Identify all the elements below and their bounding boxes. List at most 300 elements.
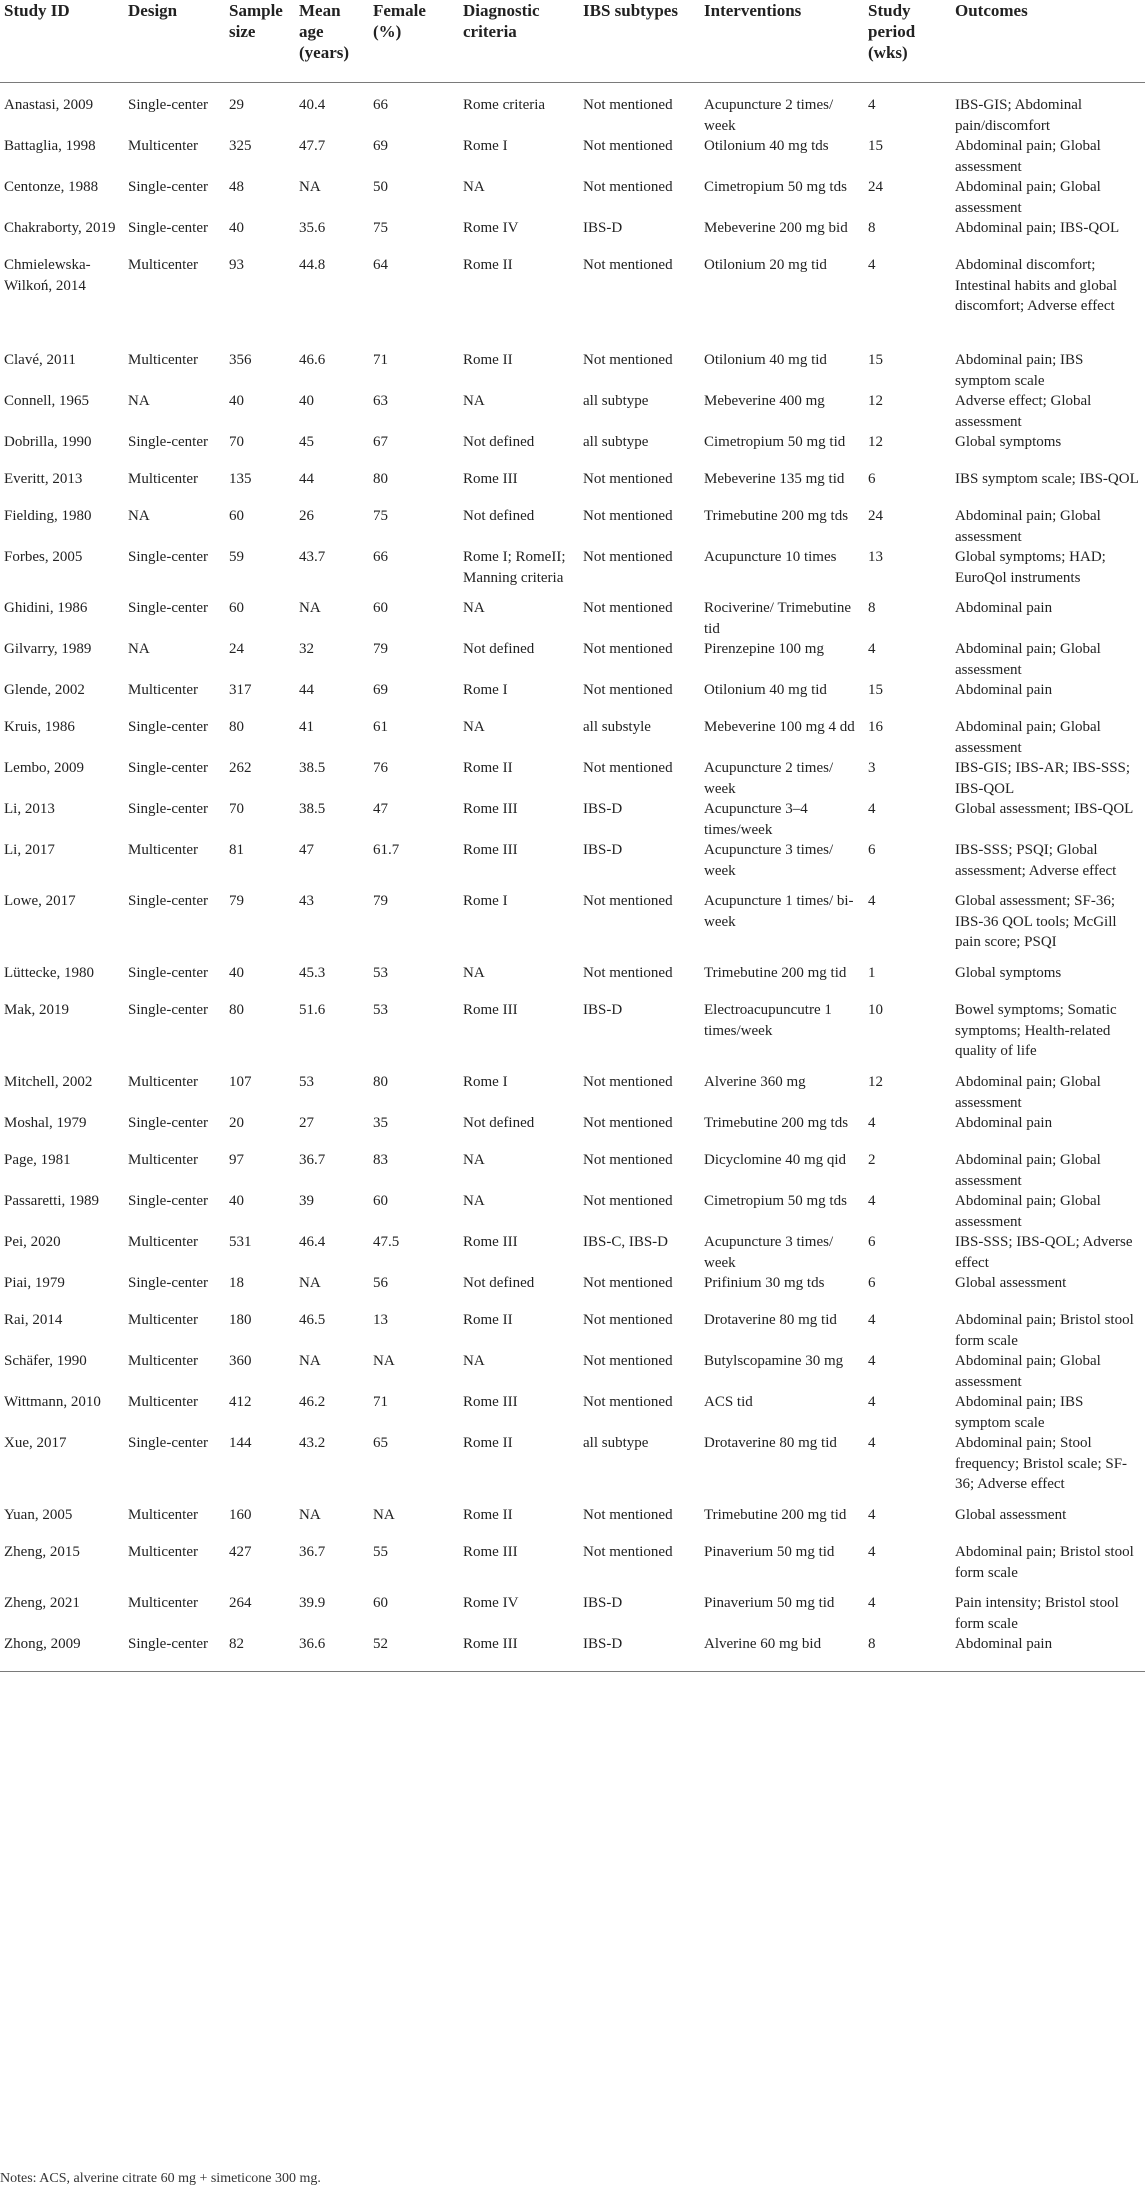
column-header: Female (%) (369, 0, 459, 83)
table-cell: 8 (868, 220, 876, 236)
table-row (0, 218, 1145, 255)
table-cell: 427 (229, 1544, 252, 1560)
table-cell: 80 (373, 1074, 388, 1090)
column-header: Study period (wks) (864, 0, 951, 83)
table-cell: all subtype (583, 434, 649, 450)
table-cell: Abdominal pain; IBS symptom scale (955, 1394, 1084, 1431)
table-cell: Single-center (128, 1275, 208, 1291)
table-row (0, 1505, 1145, 1542)
table-cell: Multicenter (128, 842, 198, 858)
table-cell: IBS-D (583, 1002, 623, 1018)
table-cell: Otilonium 40 mg tid (704, 352, 827, 368)
table-cell: Abdominal pain; Global assessment (955, 1193, 1101, 1230)
table-row (0, 758, 1145, 799)
table-cell: 53 (299, 1074, 314, 1090)
table-cell: IBS-D (583, 1595, 623, 1611)
table-cell: Not defined (463, 641, 535, 657)
table-cell: 64 (373, 257, 388, 273)
table-cell: Rome III (463, 801, 518, 817)
table-cell: Adverse effect; Global assessment (955, 393, 1092, 430)
table-cell: Page, 1981 (4, 1152, 71, 1168)
table-cell: 13 (373, 1312, 388, 1328)
table-cell: NA (463, 600, 485, 616)
table-cell: Prifinium 30 mg tds (704, 1275, 825, 1291)
table-cell: 35 (373, 1115, 388, 1131)
table-cell: Rome III (463, 1234, 518, 1250)
table-cell: Rome III (463, 471, 518, 487)
table-cell: 61 (373, 719, 388, 735)
table-cell: Not mentioned (583, 682, 673, 698)
table-cell: 24 (868, 508, 883, 524)
table-cell: Butylscopamine 30 mg (704, 1353, 844, 1369)
table-notes: Notes: ACS, alverine citrate 60 mg + simeticone 300 mg. (0, 2171, 321, 2186)
table-cell: 51.6 (299, 1002, 326, 1018)
table-cell: Li, 2013 (4, 801, 55, 817)
table-row (0, 1150, 1145, 1191)
table-cell: Mebeverine 400 mg (704, 393, 825, 409)
table-cell: Trimebutine 200 mg tds (704, 508, 849, 524)
table-cell: Acupuncture 2 times/ week (704, 97, 834, 134)
table-cell: Trimebutine 200 mg tid (704, 1507, 847, 1523)
table-cell: 80 (373, 471, 388, 487)
table-row (0, 1000, 1145, 1072)
table-cell: Rome III (459, 1634, 579, 1671)
table-cell: Abdominal pain; Global assessment (955, 719, 1101, 756)
table-cell: 79 (373, 641, 388, 657)
table-cell: Pei, 2020 (4, 1234, 61, 1250)
table-cell: Rome I; RomeII; Manning criteria (463, 549, 566, 586)
table-cell: 18 (229, 1275, 244, 1291)
table-cell: 1 (868, 965, 876, 981)
table-cell: 12 (868, 1074, 883, 1090)
table-cell: 45 (299, 434, 314, 450)
table-cell: Multicenter (128, 1152, 198, 1168)
table-row (0, 136, 1145, 177)
table-cell: 43.2 (299, 1435, 326, 1451)
table-cell: 40 (229, 220, 244, 236)
table-cell: Rome II (463, 1507, 513, 1523)
table-cell: 50 (373, 179, 388, 195)
table-cell: Single-center (128, 600, 208, 616)
table-cell: 4 (868, 257, 876, 273)
table-cell: Multicenter (128, 1544, 198, 1560)
table-cell: Pain intensity; Bristol stool form scale (955, 1595, 1119, 1632)
table-cell: Not mentioned (583, 352, 673, 368)
table-cell: Rome I (463, 1074, 508, 1090)
table-cell: Yuan, 2005 (4, 1507, 73, 1523)
table-cell: 79 (373, 893, 388, 909)
table-cell: 63 (373, 393, 388, 409)
table-cell: Rome III (463, 842, 518, 858)
table-cell: Not mentioned (583, 1394, 673, 1410)
table-cell: Not defined (463, 1115, 535, 1131)
table-cell: Single-center (128, 220, 208, 236)
table-cell: Centonze, 1988 (4, 179, 99, 195)
table-cell: 66 (373, 549, 388, 565)
table-cell: Single-center (128, 965, 208, 981)
table-row (0, 963, 1145, 1000)
table-cell: Acupuncture 10 times (704, 549, 837, 565)
table-cell: 59 (229, 549, 244, 565)
table-cell: Abdominal pain; Global assessment (955, 179, 1101, 216)
table-cell: Abdominal pain; IBS symptom scale (955, 352, 1084, 389)
table-cell: Bowel symptoms; Somatic symptoms; Health-related quality of life (955, 1002, 1117, 1059)
table-cell: Not mentioned (583, 179, 673, 195)
table-cell: Zheng, 2015 (4, 1544, 80, 1560)
table-cell: Cimetropium 50 mg tds (704, 179, 847, 195)
table-cell: Abdominal pain; Global assessment (955, 508, 1101, 545)
table-cell: 70 (229, 801, 244, 817)
table-cell: Cimetropium 50 mg tid (704, 434, 846, 450)
table-cell: 79 (229, 893, 244, 909)
table-cell: Multicenter (128, 1507, 198, 1523)
table-cell: 46.4 (299, 1234, 326, 1250)
table-cell: Zheng, 2021 (4, 1595, 80, 1611)
table-cell: Global symptoms; HAD; EuroQol instruments (955, 549, 1106, 586)
table-cell: Piai, 1979 (4, 1275, 65, 1291)
table-cell: 76 (373, 760, 388, 776)
table-cell: Rome IV (463, 220, 519, 236)
table-cell: Abdominal pain; Bristol stool form scale (955, 1544, 1134, 1581)
table-cell: 82 (225, 1634, 295, 1671)
table-row (0, 799, 1145, 840)
table-cell: Single-center (124, 1634, 225, 1671)
table-cell: Multicenter (128, 257, 198, 273)
table-cell: Single-center (128, 1115, 208, 1131)
table-cell: Not defined (463, 508, 535, 524)
table-cell: Global symptoms (955, 434, 1062, 450)
table-cell: 412 (229, 1394, 252, 1410)
table-cell: all subtype (583, 1435, 649, 1451)
table-cell: 4 (868, 1115, 876, 1131)
table-cell: Anastasi, 2009 (4, 97, 94, 113)
table-cell: NA (463, 1193, 485, 1209)
table-cell: 71 (373, 1394, 388, 1410)
table-cell: Not mentioned (583, 1507, 673, 1523)
table-row (0, 1273, 1145, 1310)
table-cell: 4 (868, 893, 876, 909)
table-cell: 60 (229, 508, 244, 524)
table-cell: Abdominal pain; IBS-QOL (955, 220, 1120, 236)
table-cell: Not mentioned (583, 1115, 673, 1131)
table-cell: 41 (299, 719, 314, 735)
table-cell: 4 (868, 1193, 876, 1209)
table-cell: NA (299, 1275, 321, 1291)
table-cell: Cimetropium 50 mg tds (704, 1193, 847, 1209)
column-header: Sample size (225, 0, 295, 83)
table-cell: 8 (864, 1634, 951, 1671)
table-cell: 6 (868, 471, 876, 487)
table-cell: 356 (229, 352, 252, 368)
table-cell: 36.7 (299, 1544, 326, 1560)
table-cell: 16 (868, 719, 883, 735)
column-header: Interventions (700, 0, 864, 83)
table-cell: 4 (868, 1595, 876, 1611)
table-cell: NA (463, 179, 485, 195)
table-cell: Lembo, 2009 (4, 760, 84, 776)
table-cell: IBS-GIS; Abdominal pain/discomfort (955, 97, 1083, 134)
table-cell: Multicenter (128, 1353, 198, 1369)
table-cell: NA (299, 179, 321, 195)
table-cell: NA (373, 1353, 395, 1369)
table-cell: 67 (373, 434, 388, 450)
table-cell: 4 (868, 641, 876, 657)
table-cell: 26 (299, 508, 314, 524)
column-header: Mean age (years) (295, 0, 369, 83)
table-cell: NA (128, 508, 150, 524)
table-cell: NA (299, 1353, 321, 1369)
table-cell: 6 (868, 1275, 876, 1291)
table-row (0, 1072, 1145, 1113)
table-cell: 60 (373, 1193, 388, 1209)
table-cell: IBS-C, IBS-D (583, 1234, 669, 1250)
table-cell: 24 (868, 179, 883, 195)
table-cell: Single-center (128, 549, 208, 565)
table-cell: 66 (373, 97, 388, 113)
table-cell: 317 (229, 682, 252, 698)
table-cell: IBS-SSS; PSQI; Global assessment; Adverse effect (955, 842, 1117, 879)
table-cell: 75 (373, 508, 388, 524)
table-cell: Rome criteria (463, 97, 546, 113)
table-cell: Rome II (463, 352, 513, 368)
table-cell: 60 (373, 1595, 388, 1611)
table-cell: 47 (299, 842, 314, 858)
table-cell: 15 (868, 138, 883, 154)
table-cell: Abdominal pain (951, 1634, 1145, 1671)
table-cell: IBS-D (583, 842, 623, 858)
table-cell: IBS-D (583, 220, 623, 236)
table-cell: Abdominal pain; Global assessment (955, 1353, 1101, 1390)
table-row (0, 432, 1145, 469)
table-cell: Rome IV (463, 1595, 519, 1611)
table-cell: NA (463, 1353, 485, 1369)
table-cell: Chakraborty, 2019 (4, 220, 116, 236)
table-row (0, 1433, 1145, 1505)
table-row (0, 177, 1145, 218)
table-cell: all subtype (583, 393, 649, 409)
table-cell: Not defined (463, 1275, 535, 1291)
table-cell: Single-center (128, 719, 208, 735)
table-cell: 93 (229, 257, 244, 273)
table-cell: Not mentioned (583, 257, 673, 273)
table-cell: 81 (229, 842, 244, 858)
table-cell: Multicenter (128, 1394, 198, 1410)
table-cell: Multicenter (128, 1074, 198, 1090)
table-cell: 44 (299, 471, 314, 487)
table-cell: 10 (868, 1002, 883, 1018)
table-cell: Acupuncture 3 times/ week (704, 1234, 834, 1271)
table-cell: 38.5 (299, 801, 326, 817)
table-cell: Abdominal pain; Global assessment (955, 1074, 1101, 1111)
table-cell: 44.8 (299, 257, 326, 273)
table-cell: 4 (868, 1394, 876, 1410)
table-cell: 29 (229, 97, 244, 113)
table-cell: 20 (229, 1115, 244, 1131)
table-cell: 4 (868, 801, 876, 817)
table-cell: Battaglia, 1998 (4, 138, 96, 154)
table-cell: Mitchell, 2002 (4, 1074, 93, 1090)
table-cell: Not mentioned (583, 97, 673, 113)
table-cell: Alverine 60 mg bid (700, 1634, 864, 1671)
table-cell: Rociverine/ Trimebutine tid (704, 600, 852, 637)
table-cell: 71 (373, 352, 388, 368)
table-cell: NA (463, 393, 485, 409)
table-cell: NA (299, 1507, 321, 1523)
table-cell: Ghidini, 1986 (4, 600, 88, 616)
table-cell: Global symptoms (955, 965, 1062, 981)
table-cell: Drotaverine 80 mg tid (704, 1435, 837, 1451)
table-cell: Not mentioned (583, 1152, 673, 1168)
table-cell: 531 (229, 1234, 252, 1250)
table-cell: Pinaverium 50 mg tid (704, 1544, 835, 1560)
table-cell: Not defined (463, 434, 535, 450)
table-cell: Abdominal pain; Stool frequency; Bristol scale; SF-36; Adverse effect (955, 1435, 1128, 1492)
table-row (0, 680, 1145, 717)
table-cell: 40 (229, 965, 244, 981)
table-cell: 60 (229, 600, 244, 616)
table-cell: 56 (373, 1275, 388, 1291)
table-cell: 135 (229, 471, 252, 487)
table-cell: Abdominal pain (955, 682, 1053, 698)
table-row (0, 840, 1145, 891)
table-row (0, 1113, 1145, 1150)
table-row (0, 1232, 1145, 1273)
table-cell: Single-center (128, 97, 208, 113)
table-cell: Not mentioned (583, 1312, 673, 1328)
table-cell: Acupuncture 3–4 times/week (704, 801, 808, 838)
table-cell: Rome I (463, 682, 508, 698)
table-cell: Electroacupuncutre 1 times/week (704, 1002, 832, 1039)
table-cell: 46.5 (299, 1312, 326, 1328)
table-cell: Abdominal pain; Global assessment (955, 641, 1101, 678)
table-cell: Rome II (463, 257, 513, 273)
table-cell: Rome I (463, 893, 508, 909)
table-cell: Multicenter (128, 682, 198, 698)
table-cell: NA (463, 1152, 485, 1168)
table-row (0, 469, 1145, 506)
table-cell: 325 (229, 138, 252, 154)
table-cell: all substyle (583, 719, 651, 735)
table-cell: Abdominal pain; Bristol stool form scale (955, 1312, 1134, 1349)
table-cell: Single-center (128, 801, 208, 817)
table-cell: Not mentioned (583, 1544, 673, 1560)
table-cell: Rome I (463, 138, 508, 154)
table-cell: 4 (868, 1312, 876, 1328)
table-cell: 180 (229, 1312, 252, 1328)
table-cell: 69 (373, 682, 388, 698)
table-body (0, 83, 1145, 1672)
table-cell: 360 (229, 1353, 252, 1369)
table-row (0, 1593, 1145, 1634)
table-cell: Mebeverine 100 mg 4 dd (704, 719, 855, 735)
table-cell: 80 (229, 719, 244, 735)
table-cell: 43 (299, 893, 314, 909)
table-cell: Mebeverine 200 mg bid (704, 220, 848, 236)
table-cell: Abdominal pain; Global assessment (955, 1152, 1101, 1189)
table-row (0, 717, 1145, 758)
table-cell: 264 (229, 1595, 252, 1611)
table-row (0, 1542, 1145, 1593)
table-cell: Not mentioned (583, 471, 673, 487)
table-cell: Lüttecke, 1980 (4, 965, 94, 981)
table-cell: 12 (868, 434, 883, 450)
table-cell: Multicenter (128, 1234, 198, 1250)
table-cell: 83 (373, 1152, 388, 1168)
table-row (0, 598, 1145, 639)
table-cell: 144 (229, 1435, 252, 1451)
table-cell: NA (463, 965, 485, 981)
table-cell: Abdominal pain; Global assessment (955, 138, 1101, 175)
table-cell: Forbes, 2005 (4, 549, 83, 565)
table-row (0, 1191, 1145, 1232)
table-cell: Single-center (128, 1002, 208, 1018)
table-cell: Otilonium 20 mg tid (704, 257, 827, 273)
table-cell: 47.7 (299, 138, 326, 154)
table-cell: 2 (868, 1152, 876, 1168)
table-cell: Abdominal discomfort; Intestinal habits and global discomfort; Adverse effect (955, 257, 1118, 314)
table-cell: Dicyclomine 40 mg qid (704, 1152, 847, 1168)
table-row (0, 1351, 1145, 1392)
table-cell: Multicenter (128, 1312, 198, 1328)
table-row (0, 1392, 1145, 1433)
table-cell: Xue, 2017 (4, 1435, 67, 1451)
table-cell: Alverine 360 mg (704, 1074, 806, 1090)
table-cell: Kruis, 1986 (4, 719, 75, 735)
table-cell: 47 (373, 801, 388, 817)
table-cell: Drotaverine 80 mg tid (704, 1312, 837, 1328)
table-cell: Schäfer, 1990 (4, 1353, 87, 1369)
table-cell: Dobrilla, 1990 (4, 434, 92, 450)
table-cell: Not mentioned (583, 965, 673, 981)
table-cell: Mebeverine 135 mg tid (704, 471, 845, 487)
table-cell: 52 (369, 1634, 459, 1671)
table-cell: IBS-GIS; IBS-AR; IBS-SSS; IBS-QOL (955, 760, 1131, 797)
table-cell: Trimebutine 200 mg tid (704, 965, 847, 981)
table-cell: 46.6 (299, 352, 326, 368)
table-row (0, 83, 1145, 137)
table-cell: Not mentioned (583, 508, 673, 524)
table-cell: Rome III (463, 1394, 518, 1410)
table-cell: Single-center (128, 434, 208, 450)
table-cell: Pinaverium 50 mg tid (704, 1595, 835, 1611)
table-cell: Single-center (128, 1193, 208, 1209)
table-cell: 160 (229, 1507, 252, 1523)
table-cell: Not mentioned (583, 641, 673, 657)
table-cell: 45.3 (299, 965, 326, 981)
table-cell: 13 (868, 549, 883, 565)
table-cell: Multicenter (128, 471, 198, 487)
table-cell: 36.7 (299, 1152, 326, 1168)
table-cell: Single-center (128, 179, 208, 195)
table-row (0, 1310, 1145, 1351)
table-cell: Passaretti, 1989 (4, 1193, 99, 1209)
table-cell: 6 (868, 842, 876, 858)
table-cell: 36.6 (295, 1634, 369, 1671)
table-cell: 61.7 (373, 842, 400, 858)
table-cell: 4 (868, 97, 876, 113)
table-cell: 80 (229, 1002, 244, 1018)
table-cell: Not mentioned (583, 1353, 673, 1369)
table-cell: IBS symptom scale; IBS-QOL (955, 471, 1139, 487)
table-cell: Acupuncture 3 times/ week (704, 842, 834, 879)
table-cell: Not mentioned (583, 893, 673, 909)
table-cell: Global assessment (955, 1275, 1067, 1291)
table-cell: Not mentioned (583, 549, 673, 565)
table-row (0, 391, 1145, 432)
table-row (0, 1634, 1145, 1671)
table-cell: 97 (229, 1152, 244, 1168)
table-cell: 27 (299, 1115, 314, 1131)
